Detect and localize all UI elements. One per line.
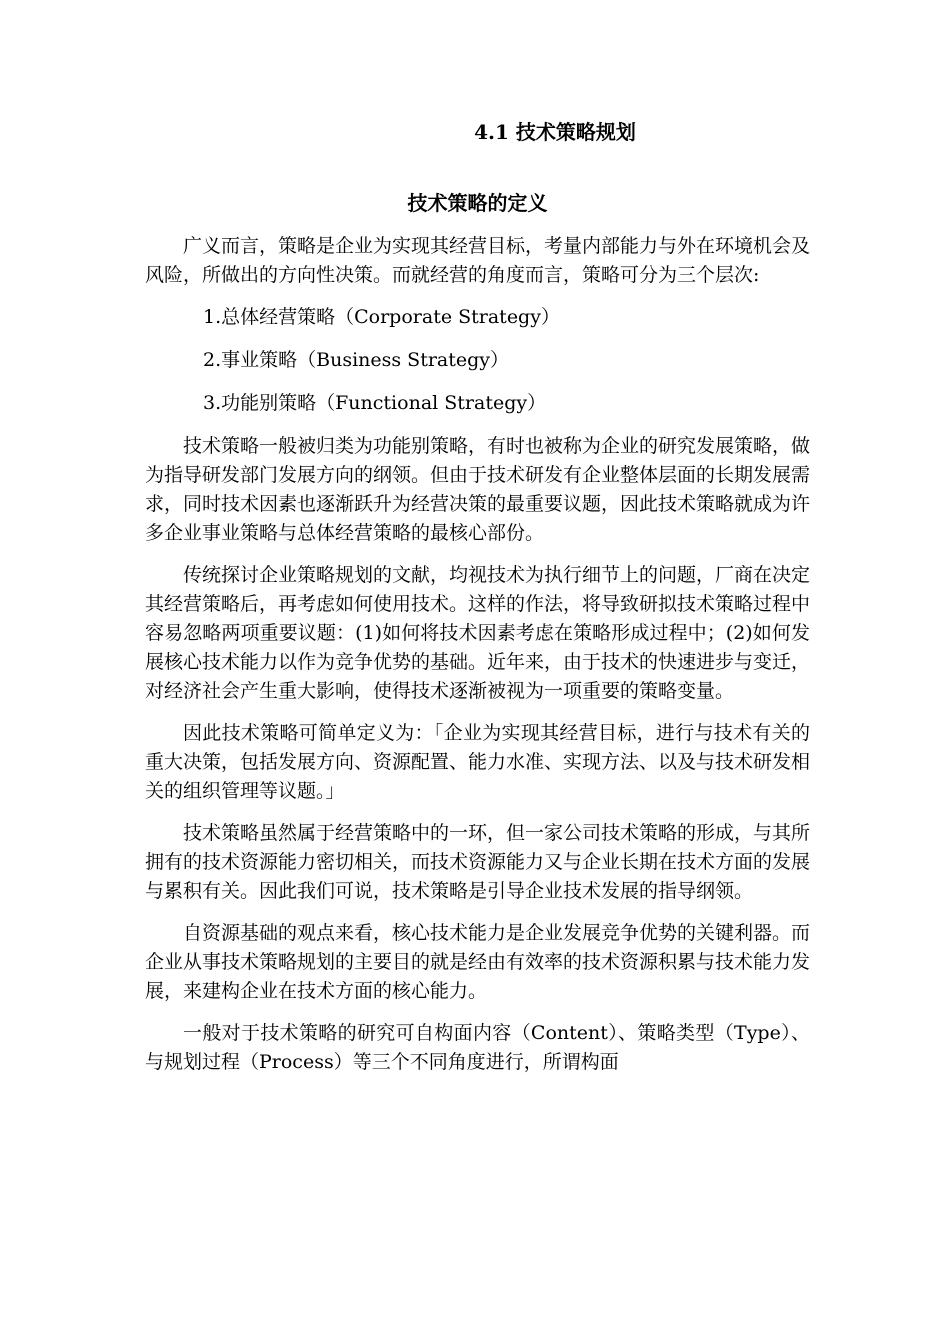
subsection-title: 技术策略的定义 xyxy=(407,191,548,215)
paragraph: 自资源基础的观点来看，核心技术能力是企业发展竞争优势的关键利器。而企业从事技术策略规划的主要目的就是经由有效率的技术资源积累与技术能力发展，来建构企业在技术方面的核心能力。 xyxy=(145,922,811,1002)
paragraph: 技术策略一般被归类为功能别策略，有时也被称为企业的研究发展策略，做为指导研发部门发展方向的纲领。但由于技术研发有企业整体层面的长期发展需求，同时技术因素也逐渐跃升为经营决策的最重要议题，因此技术策略就成为许多企业事业策略与总体经营策略的最核心部份。 xyxy=(145,435,811,544)
document-body xyxy=(145,232,810,1090)
paragraph: 技术策略虽然属于经营策略中的一环，但一家公司技术策略的形成，与其所拥有的技术资源能力密切相关，而技术资源能力又与企业长期在技术方面的发展与累积有关。因此我们可说，技术策略是引导企业技术发展的指导纲领。 xyxy=(145,822,811,902)
paragraph: 因此技术策略可简单定义为：「企业为实现其经营目标，进行与技术有关的重大决策，包括发展方向、资源配置、能力水准、实现方法、以及与技术研发相关的组织管理等议题。」 xyxy=(145,722,811,802)
paragraph: 一般对于技术策略的研究可自构面内容（Content）、策略类型（Type）、与规划过程（Process）等三个不同角度进行，所谓构面 xyxy=(145,1022,810,1073)
list-item: 2.事业策略（Business Strategy） xyxy=(203,349,510,371)
paragraph: 传统探讨企业策略规划的文献，均视技术为执行细节上的问题，厂商在决定其经营策略后，再考虑如何使用技术。这样的作法，将导致研拟技术策略过程中容易忽略两项重要议题：(1)如何将技术因素考虑在策略形成过程中；(2)如何发展核心技术能力以作为竞争优势的基础。近年来，由于技术的快速进步与变迁，对经济社会产生重大影响，使得技术逐渐被视为一项重要的策略变量。 xyxy=(145,564,811,702)
paragraph-intro: 广义而言，策略是企业为实现其经营目标，考量内部能力与外在环境机会及风险，所做出的方向性决策。而就经营的角度而言，策略可分为三个层次: xyxy=(145,235,811,286)
list-item: 3.功能别策略（Functional Strategy） xyxy=(203,392,547,414)
section-title: 4.1 技术策略规划 xyxy=(474,120,636,144)
list-item: 1.总体经营策略（Corporate Strategy） xyxy=(203,306,560,328)
strategy-levels-list xyxy=(145,303,810,418)
